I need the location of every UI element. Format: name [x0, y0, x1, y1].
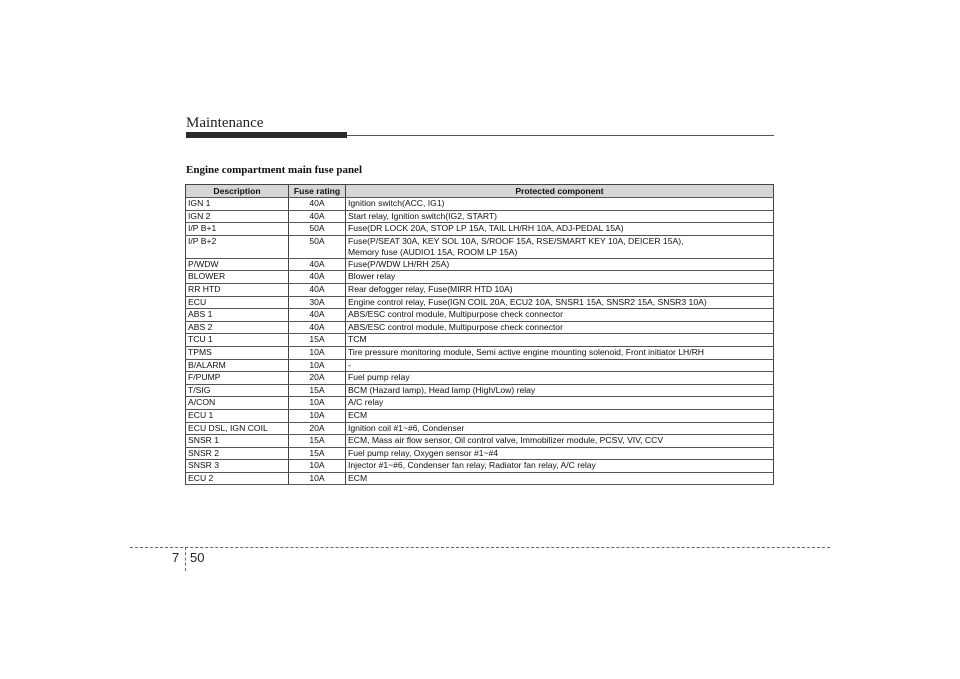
header-rule-thin [347, 135, 774, 136]
table-row [186, 472, 774, 485]
cell-fuse-rating: 10A [289, 460, 346, 473]
cell-fuse-rating: 40A [289, 271, 346, 284]
component-line: Fuse(P/SEAT 30A, KEY SOL 10A, S/ROOF 15A, RSE/SMART KEY 10A, DEICER 15A), [348, 235, 684, 246]
cell-protected-component [346, 409, 774, 422]
page-header-title: Maintenance [186, 115, 264, 131]
cell-description: TCU 1 [186, 334, 289, 347]
cell-fuse-rating: 15A [289, 334, 346, 347]
cell-fuse-rating: 20A [289, 422, 346, 435]
component-line: Fuel pump relay, Oxygen sensor #1~#4 [348, 447, 499, 458]
column-header-fuse-rating: Fuse rating [289, 185, 346, 198]
cell-description: I/P B+2 [186, 235, 289, 258]
component-line: Tire pressure monitoring module, Semi active engine mounting solenoid, Front initiator LH/RH [348, 346, 705, 357]
cell-protected-component [346, 346, 774, 359]
cell-fuse-rating: 40A [289, 321, 346, 334]
component-line: A/C relay [348, 397, 384, 408]
cell-description: I/P B+1 [186, 223, 289, 236]
component-line: ECM, Mass air flow sensor, Oil control valve, Immobilizer module, PCSV, VIV, CCV [348, 435, 664, 446]
table-row [186, 334, 774, 347]
table-row [186, 422, 774, 435]
cell-description: RR HTD [186, 283, 289, 296]
cell-description: A/CON [186, 397, 289, 410]
cell-protected-component [346, 198, 774, 211]
table-row [186, 210, 774, 223]
component-line: Blower relay [348, 271, 396, 282]
cell-fuse-rating: 10A [289, 397, 346, 410]
cell-description: BLOWER [186, 271, 289, 284]
cell-fuse-rating: 15A [289, 435, 346, 448]
cell-protected-component [346, 460, 774, 473]
cell-protected-component [346, 447, 774, 460]
cell-fuse-rating: 40A [289, 210, 346, 223]
cell-protected-component [346, 372, 774, 385]
table-row [186, 359, 774, 372]
footer-dashed-rule [130, 547, 830, 548]
component-line: ABS/ESC control module, Multipurpose check connector [348, 321, 563, 332]
table-row [186, 460, 774, 473]
cell-description: SNSR 1 [186, 435, 289, 448]
cell-protected-component [346, 283, 774, 296]
cell-description: B/ALARM [186, 359, 289, 372]
cell-fuse-rating: 40A [289, 283, 346, 296]
cell-protected-component [346, 359, 774, 372]
page-chapter-number: 7 [172, 550, 180, 565]
column-header-protected-component: Protected component [346, 185, 774, 198]
cell-protected-component [346, 210, 774, 223]
table-row [186, 346, 774, 359]
component-line: Ignition coil #1~#6, Condenser [348, 422, 465, 433]
component-line: Fuel pump relay [348, 372, 410, 383]
table-row [186, 296, 774, 309]
cell-protected-component [346, 296, 774, 309]
cell-description: ECU 2 [186, 472, 289, 485]
cell-protected-component [346, 235, 774, 258]
table-row [186, 372, 774, 385]
component-line: Rear defogger relay, Fuse(MIRR HTD 10A) [348, 283, 513, 294]
cell-protected-component [346, 321, 774, 334]
cell-protected-component [346, 384, 774, 397]
cell-description: ABS 2 [186, 321, 289, 334]
cell-fuse-rating: 40A [289, 309, 346, 322]
cell-protected-component [346, 472, 774, 485]
table-row [186, 283, 774, 296]
table-row [186, 447, 774, 460]
table-row [186, 384, 774, 397]
cell-fuse-rating: 20A [289, 372, 346, 385]
component-line: BCM (Hazard lamp), Head lamp (High/Low) relay [348, 384, 536, 395]
cell-description: SNSR 2 [186, 447, 289, 460]
section-title: Engine compartment main fuse panel [186, 164, 362, 176]
cell-description: TPMS [186, 346, 289, 359]
fuse-table-body [186, 198, 774, 485]
cell-protected-component [346, 258, 774, 271]
cell-fuse-rating: 50A [289, 235, 346, 258]
cell-description: ABS 1 [186, 309, 289, 322]
table-row [186, 258, 774, 271]
component-line: ECM [348, 472, 368, 483]
component-line: - [348, 359, 351, 370]
component-line: Engine control relay, Fuse(IGN COIL 20A, ECU2 10A, SNSR1 15A, SNSR2 15A, SNSR3 10A) [348, 296, 707, 307]
table-row [186, 409, 774, 422]
cell-protected-component [346, 422, 774, 435]
cell-description: F/PUMP [186, 372, 289, 385]
table-row [186, 198, 774, 211]
cell-description: ECU 1 [186, 409, 289, 422]
component-line: ECM [348, 409, 368, 420]
component-line: Fuse(P/WDW LH/RH 25A) [348, 258, 450, 269]
cell-fuse-rating: 15A [289, 447, 346, 460]
table-row [186, 271, 774, 284]
table-row [186, 223, 774, 236]
cell-fuse-rating: 10A [289, 346, 346, 359]
table-row [186, 397, 774, 410]
cell-fuse-rating: 10A [289, 359, 346, 372]
table-row [186, 321, 774, 334]
cell-description: T/SIG [186, 384, 289, 397]
cell-protected-component [346, 271, 774, 284]
cell-fuse-rating: 10A [289, 409, 346, 422]
table-row [186, 309, 774, 322]
component-line: Memory fuse (AUDIO1 15A, ROOM LP 15A) [348, 246, 518, 257]
cell-description: IGN 1 [186, 198, 289, 211]
page-number: 50 [190, 550, 205, 565]
cell-description: SNSR 3 [186, 460, 289, 473]
table-header-row [186, 185, 774, 198]
table-row [186, 435, 774, 448]
cell-description: IGN 2 [186, 210, 289, 223]
component-line: Injector #1~#6, Condenser fan relay, Radiator fan relay, A/C relay [348, 460, 596, 471]
cell-fuse-rating: 10A [289, 472, 346, 485]
cell-protected-component [346, 309, 774, 322]
component-line: Start relay, Ignition switch(IG2, START) [348, 210, 498, 221]
cell-description: P/WDW [186, 258, 289, 271]
header-rule-thick [186, 132, 347, 138]
footer-separator [185, 547, 186, 571]
fuse-table [185, 184, 774, 485]
cell-fuse-rating: 40A [289, 198, 346, 211]
cell-description: ECU [186, 296, 289, 309]
cell-fuse-rating: 50A [289, 223, 346, 236]
cell-fuse-rating: 30A [289, 296, 346, 309]
component-line: TCM [348, 334, 367, 345]
column-header-description: Description [186, 185, 289, 198]
component-line: Ignition switch(ACC, IG1) [348, 198, 445, 208]
cell-protected-component [346, 435, 774, 448]
cell-description: ECU DSL, IGN COIL [186, 422, 289, 435]
component-line: Fuse(DR LOCK 20A, STOP LP 15A, TAIL LH/RH 10A, ADJ-PEDAL 15A) [348, 223, 624, 234]
cell-fuse-rating: 15A [289, 384, 346, 397]
cell-protected-component [346, 334, 774, 347]
table-row [186, 235, 774, 258]
cell-protected-component [346, 223, 774, 236]
cell-fuse-rating: 40A [289, 258, 346, 271]
component-line: ABS/ESC control module, Multipurpose check connector [348, 309, 563, 320]
cell-protected-component [346, 397, 774, 410]
